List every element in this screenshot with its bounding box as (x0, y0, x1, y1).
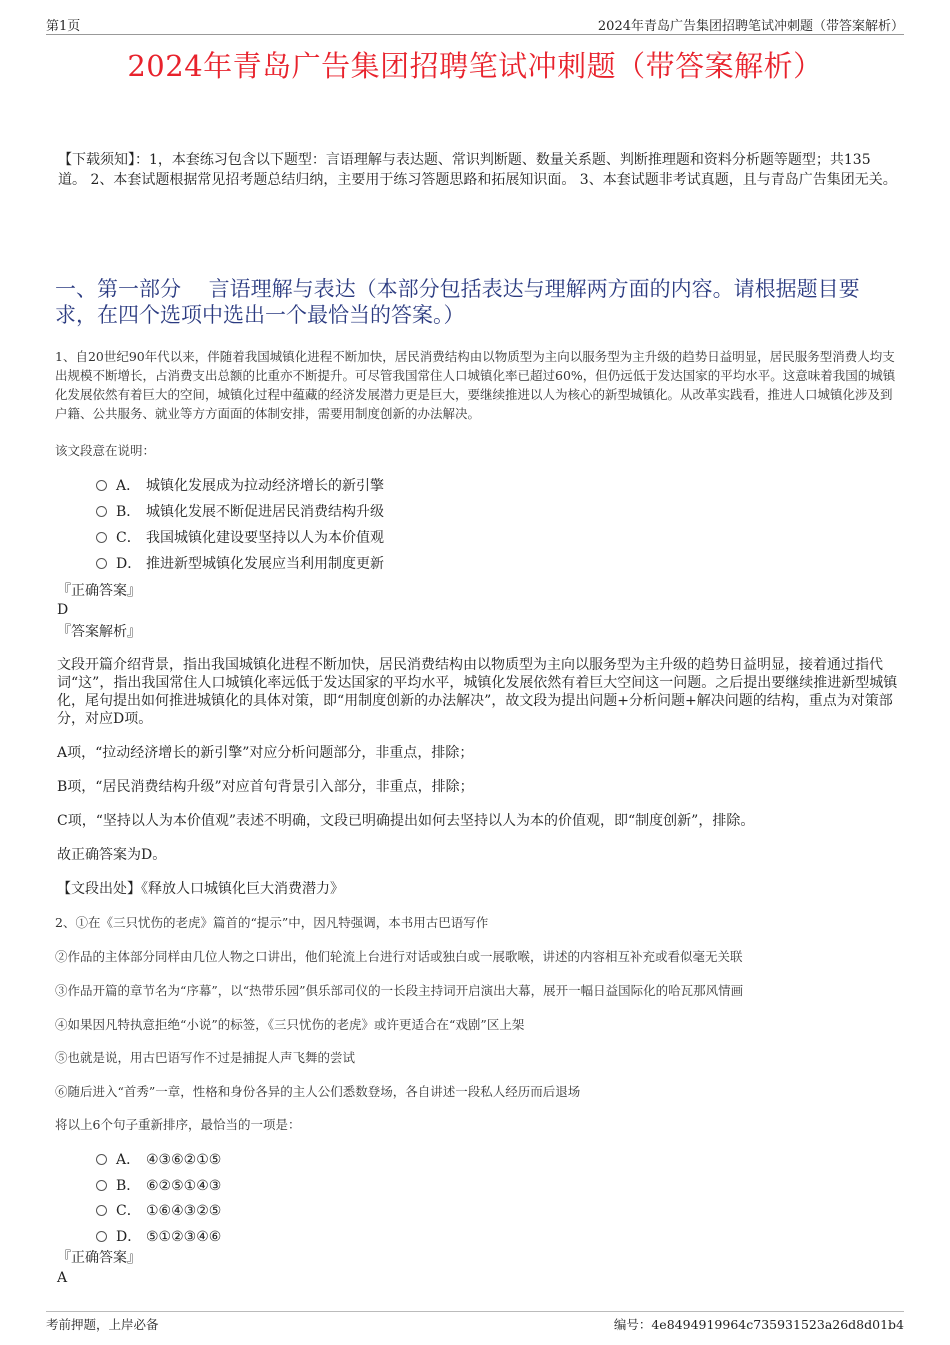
radio-icon[interactable] (96, 532, 107, 543)
q2-answer: A (57, 1270, 68, 1286)
q2-sentence-1: 2、①在《三只忧伤的老虎》篇首的“提示”中，因凡特强调，本书用古巴语写作 (55, 915, 489, 930)
q1-analysis-conclusion: 故正确答案为D。 (57, 847, 167, 863)
q1-answer: D (57, 602, 69, 618)
q2-sentence-6: ⑥随后进入“首秀”一章，性格和身份各异的主人公们悉数登场，各自讲述一段私人经历而后退场 (55, 1084, 581, 1099)
section-title: 一、第一部分 言语理解与表达（本部分包括表达与理解两方面的内容。请根据题目要求，在四个选项中选出一个最恰当的答案。） (55, 277, 860, 327)
q2-sentence-4: ④如果因凡特执意拒绝“小说”的标签，《三只忧伤的老虎》或许更适合在“戏剧”区上架 (55, 1017, 525, 1032)
q1-answer-label: 『正确答案』 (57, 583, 141, 599)
q2-sentence-2: ②作品的主体部分同样由几位人物之口讲出，他们轮流上台进行对话或独白或一展歌喉，讲述的内容相互补充或看似毫无关联 (55, 949, 743, 964)
q1-option-a[interactable]: A． 城镇化发展成为拉动经济增长的新引擎 (96, 476, 384, 496)
q1-source: 【文段出处】《释放人口城镇化巨大消费潜力》 (57, 881, 344, 897)
q1-option-d[interactable]: D． 推进新型城镇化发展应当利用制度更新 (96, 554, 384, 574)
page-footer (46, 1311, 904, 1332)
question-1-text: 1、自20世纪90年代以来，伴随着我国城镇化进程不断加快，居民消费结构由以物质型为主向以服务型为主升级的趋势日益明显，居民服务型消费人均支出规模不断增长，占消费支出总额的比重亦不断提升。可尽管我国常住人口城镇化率已超过60%，但仍远低于发达国家的平均水平。这意味着我国的城镇化发展依然有着巨大的空间，城镇化过程中蕴藏的经济发展潜力更是巨大，要继续推进以人为核心的新型城镇化。从改革实践看，推进人口城镇化涉及到户籍、公共服务、就业等方方面面的体制安排，需要用制度创新的办法解决。 (55, 349, 896, 421)
question-1-prompt: 该文段意在说明： (55, 443, 156, 458)
q2-option-b[interactable]: B． ⑥②⑤①④③ (96, 1176, 221, 1196)
download-notice: 【下载须知】：1，本套练习包含以下题型：言语理解与表达题、常识判断题、数量关系题、判断推理题和资料分析题等题型；共135道。 2、本套试题根据常见招考题总结归纳，主要用于练习答题思路和拓展知识面。 3、本套试题非考试真题，且与青岛广告集团无关。 (58, 152, 897, 188)
page-header (46, 14, 904, 35)
document-title: 2024年青岛广告集团招聘笔试冲刺题（带答案解析） (127, 49, 823, 83)
page-number: 第1页 (46, 19, 81, 34)
q2-prompt: 将以上6个句子重新排序，最恰当的一项是： (55, 1117, 301, 1132)
radio-icon[interactable] (96, 1205, 107, 1216)
radio-icon[interactable] (96, 1180, 107, 1191)
radio-icon[interactable] (96, 480, 107, 491)
header-doc-title: 2024年青岛广告集团招聘笔试冲刺题（带答案解析） (597, 19, 904, 34)
q1-option-b[interactable]: B． 城镇化发展不断促进居民消费结构升级 (96, 502, 384, 522)
q2-option-c[interactable]: C． ①⑥④③②⑤ (96, 1201, 221, 1221)
q2-option-d[interactable]: D． ⑤①②③④⑥ (96, 1227, 221, 1247)
radio-icon[interactable] (96, 506, 107, 517)
q1-analysis-a: A项，“拉动经济增长的新引擎”对应分析问题部分，非重点，排除； (57, 745, 474, 761)
radio-icon[interactable] (96, 1154, 107, 1165)
q2-sentence-5: ⑤也就是说，用古巴语写作不过是捕捉人声飞舞的尝试 (55, 1050, 356, 1065)
footer-slogan: 考前押题，上岸必备 (46, 1317, 159, 1332)
radio-icon[interactable] (96, 558, 107, 569)
q2-answer-label: 『正确答案』 (57, 1250, 141, 1266)
q1-option-c[interactable]: C． 我国城镇化建设要坚持以人为本价值观 (96, 528, 384, 548)
q1-analysis-label: 『答案解析』 (57, 624, 141, 640)
footer-serial: 编号：4e8494919964c735931523a26d8d01b4 (613, 1317, 904, 1332)
q2-sentence-3: ③作品开篇的章节名为“序幕”，以“热带乐园”俱乐部司仪的一长段主持词开启演出大幕，展开一幅日益国际化的哈瓦那风情画 (55, 983, 744, 998)
q1-analysis-b: B项，“居民消费结构升级”对应首句背景引入部分，非重点，排除； (57, 779, 474, 795)
q2-option-a[interactable]: A． ④③⑥②①⑤ (96, 1150, 221, 1170)
radio-icon[interactable] (96, 1231, 107, 1242)
q1-analysis-c: C项，“坚持以人为本价值观”表述不明确，文段已明确提出如何去坚持以人为本的价值观，即“制度创新”，排除。 (57, 813, 755, 829)
q1-analysis-paragraph: 文段开篇介绍背景，指出我国城镇化进程不断加快，居民消费结构由以物质型为主向以服务型为主升级的趋势日益明显，接着通过指代词“这”，指出我国常住人口城镇化率远低于发达国家的平均水平，城镇化发展依然有着巨大空间这一问题。之后提出要继续推进新型城镇化，尾句提出如何推进城镇化的具体对策，即“用制度创新的办法解决”，故文段为提出问题+分析问题+解决问题的结构，重点为对策部分，对应D项。 (57, 657, 898, 727)
